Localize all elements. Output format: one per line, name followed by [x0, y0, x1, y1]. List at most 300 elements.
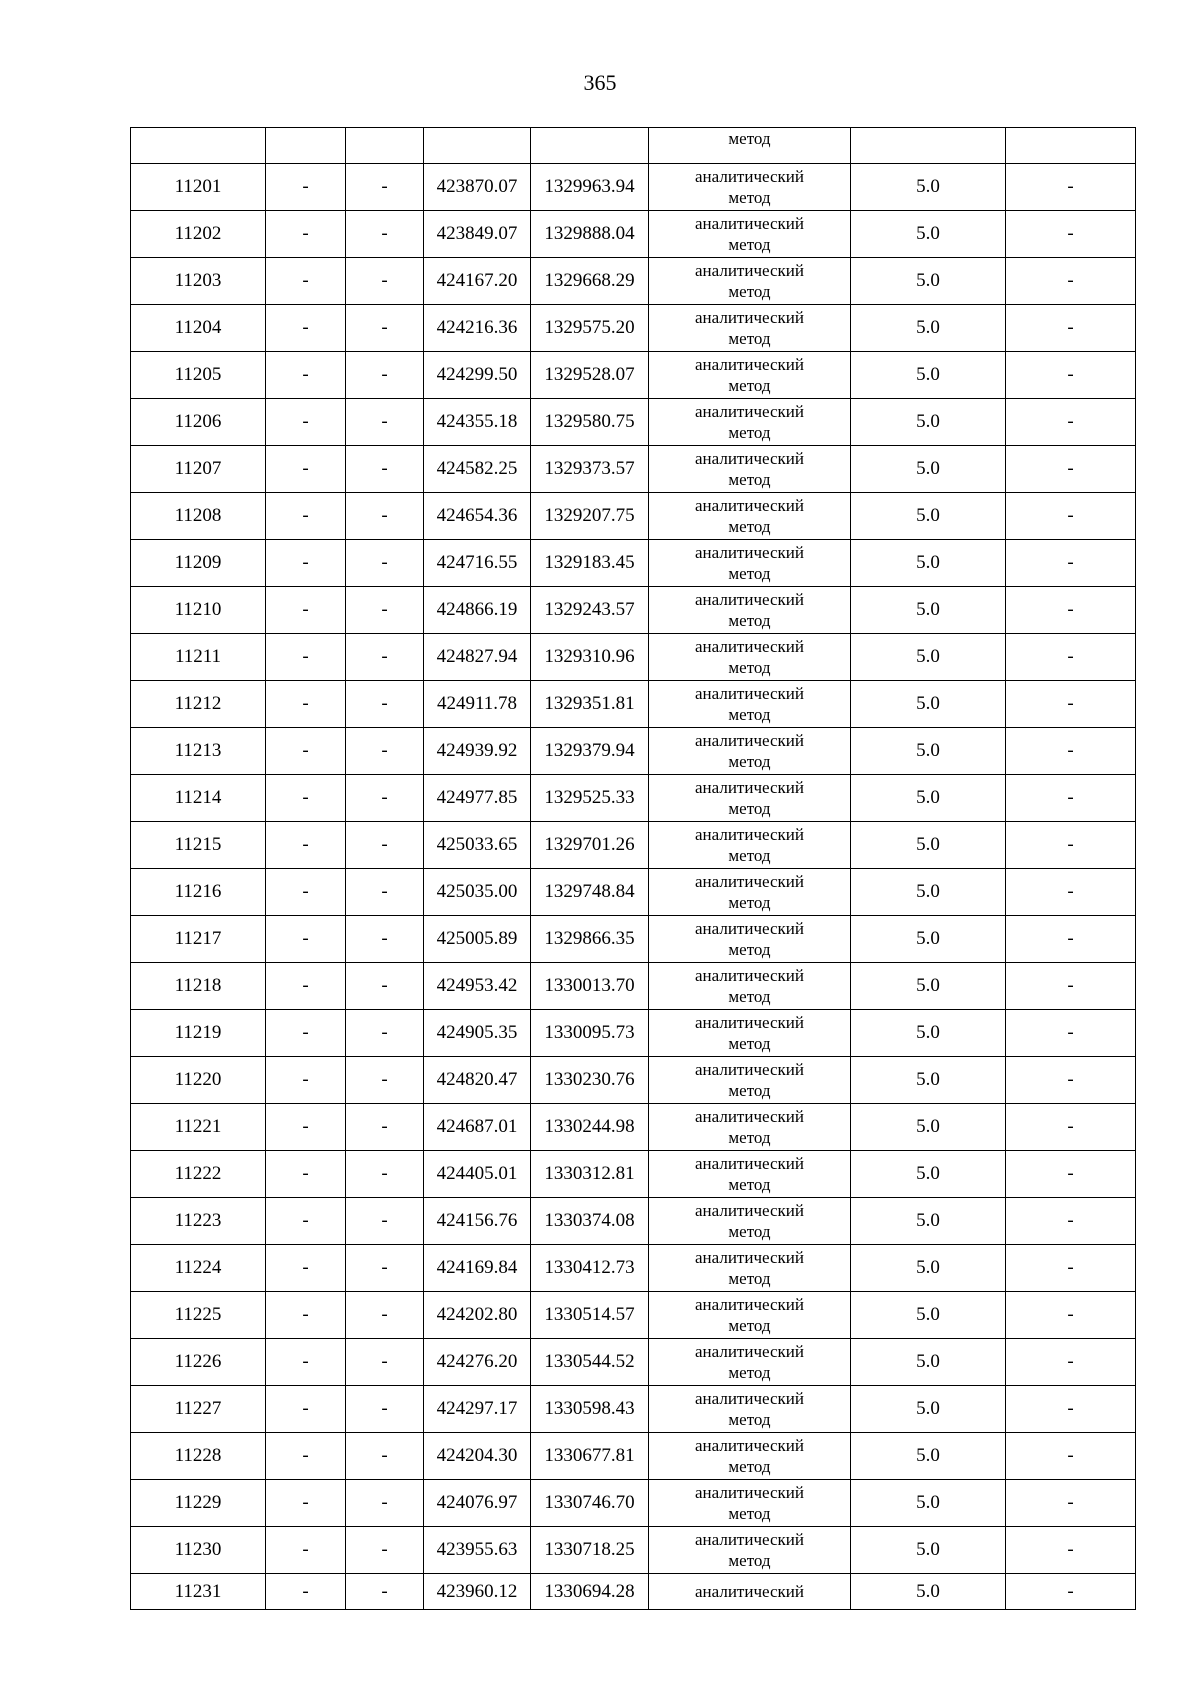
method-line-1: аналитический: [695, 1154, 804, 1173]
method-line-1: аналитический: [695, 1248, 804, 1267]
method-line-1: аналитический: [695, 496, 804, 515]
cell-c2: -: [266, 1339, 346, 1386]
cell-method: [649, 1198, 851, 1245]
cell-method: [649, 1010, 851, 1057]
cell-c3: -: [346, 352, 424, 399]
method-line-1: аналитический: [695, 449, 804, 468]
cell-num: [131, 128, 266, 164]
cell-note: -: [1006, 1292, 1136, 1339]
cell-num: 11210: [131, 587, 266, 634]
method-line-2: метод: [728, 799, 771, 818]
cell-note: -: [1006, 916, 1136, 963]
cell-num: 11231: [131, 1574, 266, 1610]
cell-y: 1329373.57: [531, 446, 649, 493]
method-line-1: аналитический: [695, 1060, 804, 1079]
cell-method: [649, 728, 851, 775]
cell-accuracy: 5.0: [851, 963, 1006, 1010]
cell-method: [649, 1339, 851, 1386]
cell-c3: -: [346, 1151, 424, 1198]
cell-num: 11202: [131, 211, 266, 258]
cell-y: 1329243.57: [531, 587, 649, 634]
cell-note: -: [1006, 869, 1136, 916]
method-line-1: аналитический: [695, 966, 804, 985]
cell-c3: -: [346, 164, 424, 211]
cell-c3: -: [346, 587, 424, 634]
cell-note: -: [1006, 164, 1136, 211]
cell-y: 1330718.25: [531, 1527, 649, 1574]
cell-accuracy: 5.0: [851, 258, 1006, 305]
cell-accuracy: 5.0: [851, 164, 1006, 211]
method-line-2: метод: [728, 1269, 771, 1288]
cell-x: 424905.35: [424, 1010, 531, 1057]
cell-accuracy: 5.0: [851, 1480, 1006, 1527]
method-line-2: метод: [728, 1222, 771, 1241]
cell-accuracy: 5.0: [851, 728, 1006, 775]
method-line-1: аналитический: [695, 872, 804, 891]
cell-method: [649, 164, 851, 211]
method-line-2: метод: [728, 940, 771, 959]
cell-method: метод: [649, 128, 851, 164]
cell-c2: [266, 128, 346, 164]
cell-x: 424167.20: [424, 258, 531, 305]
cell-method: [649, 446, 851, 493]
cell-accuracy: 5.0: [851, 1104, 1006, 1151]
cell-c3: -: [346, 681, 424, 728]
method-line-2: метод: [728, 1410, 771, 1429]
cell-note: -: [1006, 446, 1136, 493]
cell-c2: -: [266, 446, 346, 493]
cell-note: -: [1006, 963, 1136, 1010]
table-row: [131, 1010, 1136, 1057]
cell-y: 1330677.81: [531, 1433, 649, 1480]
cell-method: [649, 540, 851, 587]
table-row: [131, 305, 1136, 352]
cell-method: [649, 1057, 851, 1104]
cell-x: 424299.50: [424, 352, 531, 399]
table-row: [131, 634, 1136, 681]
table-row: [131, 963, 1136, 1010]
cell-num: 11214: [131, 775, 266, 822]
cell-method: [649, 822, 851, 869]
method-line-1: аналитический: [695, 684, 804, 703]
method-line-1: аналитический: [695, 1483, 804, 1502]
cell-y: 1330694.28: [531, 1574, 649, 1610]
cell-c3: -: [346, 446, 424, 493]
method-line-1: аналитический: [695, 1436, 804, 1455]
cell-c3: -: [346, 1386, 424, 1433]
cell-method: [649, 305, 851, 352]
method-line-2: метод: [728, 1457, 771, 1476]
table-row: [131, 399, 1136, 446]
cell-y: 1329580.75: [531, 399, 649, 446]
cell-c3: -: [346, 493, 424, 540]
cell-c2: -: [266, 681, 346, 728]
cell-y: 1329888.04: [531, 211, 649, 258]
cell-num: 11205: [131, 352, 266, 399]
table-row: [131, 1574, 1136, 1610]
cell-c3: -: [346, 728, 424, 775]
cell-accuracy: 5.0: [851, 1433, 1006, 1480]
cell-c3: -: [346, 540, 424, 587]
cell-y: 1330312.81: [531, 1151, 649, 1198]
cell-accuracy: 5.0: [851, 1292, 1006, 1339]
cell-method: [649, 211, 851, 258]
table-row: [131, 446, 1136, 493]
cell-accuracy: 5.0: [851, 493, 1006, 540]
cell-accuracy: 5.0: [851, 352, 1006, 399]
method-line-1: аналитический: [695, 355, 804, 374]
cell-x: 424216.36: [424, 305, 531, 352]
table-row: [131, 1151, 1136, 1198]
cell-method: [649, 399, 851, 446]
cell-x: 424911.78: [424, 681, 531, 728]
cell-x: 424827.94: [424, 634, 531, 681]
cell-method: [649, 1433, 851, 1480]
cell-method: [649, 1245, 851, 1292]
cell-method: [649, 681, 851, 728]
method-line-1: аналитический: [695, 1201, 804, 1220]
method-line-2: метод: [728, 1081, 771, 1100]
method-line-2: метод: [728, 470, 771, 489]
continued-row: [131, 128, 1136, 164]
cell-num: 11215: [131, 822, 266, 869]
cell-note: -: [1006, 587, 1136, 634]
cell-accuracy: 5.0: [851, 822, 1006, 869]
method-line-2: метод: [728, 705, 771, 724]
cell-y: 1330095.73: [531, 1010, 649, 1057]
table-row: [131, 916, 1136, 963]
cell-note: -: [1006, 681, 1136, 728]
cell-c3: -: [346, 775, 424, 822]
cell-num: 11213: [131, 728, 266, 775]
cell-accuracy: 5.0: [851, 446, 1006, 493]
cell-c2: -: [266, 728, 346, 775]
cell-c2: -: [266, 822, 346, 869]
cell-accuracy: 5.0: [851, 681, 1006, 728]
table-row: [131, 1104, 1136, 1151]
cell-c2: -: [266, 634, 346, 681]
cell-c2: -: [266, 1151, 346, 1198]
cell-x: 424582.25: [424, 446, 531, 493]
cell-x: 424953.42: [424, 963, 531, 1010]
cell-x: 425005.89: [424, 916, 531, 963]
cell-x: 424076.97: [424, 1480, 531, 1527]
cell-c2: -: [266, 869, 346, 916]
cell-note: -: [1006, 1574, 1136, 1610]
cell-method: [649, 352, 851, 399]
method-line-1: аналитический: [695, 1582, 804, 1601]
cell-method: [649, 963, 851, 1010]
method-line-1: аналитический: [695, 919, 804, 938]
cell-y: 1329207.75: [531, 493, 649, 540]
table-row: [131, 258, 1136, 305]
cell-c3: -: [346, 1198, 424, 1245]
cell-method: [649, 1292, 851, 1339]
cell-num: 11208: [131, 493, 266, 540]
cell-note: -: [1006, 352, 1136, 399]
cell-c2: -: [266, 1057, 346, 1104]
cell-c2: -: [266, 352, 346, 399]
table-row: [131, 775, 1136, 822]
cell-accuracy: 5.0: [851, 1151, 1006, 1198]
cell-y: 1330244.98: [531, 1104, 649, 1151]
cell-y: 1330544.52: [531, 1339, 649, 1386]
table-row: [131, 1057, 1136, 1104]
cell-y: 1329748.84: [531, 869, 649, 916]
cell-num: 11217: [131, 916, 266, 963]
method-line-1: аналитический: [695, 402, 804, 421]
cell-x: 425035.00: [424, 869, 531, 916]
cell-num: 11211: [131, 634, 266, 681]
cell-c2: -: [266, 1010, 346, 1057]
cell-accuracy: 5.0: [851, 1245, 1006, 1292]
method-line-2: метод: [728, 564, 771, 583]
cell-c2: -: [266, 775, 346, 822]
method-line-2: метод: [728, 752, 771, 771]
table-row: [131, 1386, 1136, 1433]
method-line-2: метод: [728, 329, 771, 348]
cell-c3: -: [346, 1480, 424, 1527]
cell-y: 1329351.81: [531, 681, 649, 728]
method-line-2: метод: [728, 1034, 771, 1053]
cell-c3: -: [346, 1292, 424, 1339]
cell-c3: -: [346, 1339, 424, 1386]
cell-num: 11230: [131, 1527, 266, 1574]
cell-num: 11219: [131, 1010, 266, 1057]
cell-accuracy: 5.0: [851, 587, 1006, 634]
cell-y: 1330374.08: [531, 1198, 649, 1245]
cell-accuracy: 5.0: [851, 1010, 1006, 1057]
cell-x: 425033.65: [424, 822, 531, 869]
cell-x: 424405.01: [424, 1151, 531, 1198]
cell-c3: -: [346, 211, 424, 258]
cell-num: 11204: [131, 305, 266, 352]
cell-accuracy: 5.0: [851, 211, 1006, 258]
cell-c2: -: [266, 540, 346, 587]
cell-note: -: [1006, 399, 1136, 446]
method-line-1: аналитический: [695, 637, 804, 656]
cell-x: 423870.07: [424, 164, 531, 211]
method-line-1: аналитический: [695, 1389, 804, 1408]
cell-c2: -: [266, 1386, 346, 1433]
cell-c3: -: [346, 399, 424, 446]
cell-note: -: [1006, 1151, 1136, 1198]
cell-y: 1330746.70: [531, 1480, 649, 1527]
cell-num: 11221: [131, 1104, 266, 1151]
coordinates-table: [130, 127, 1136, 1610]
method-line-2: метод: [728, 1363, 771, 1382]
method-line-1: аналитический: [695, 1342, 804, 1361]
cell-x: 424202.80: [424, 1292, 531, 1339]
cell-c2: -: [266, 164, 346, 211]
cell-note: -: [1006, 1386, 1136, 1433]
cell-c2: -: [266, 1574, 346, 1610]
cell-method: [649, 1104, 851, 1151]
cell-c3: -: [346, 305, 424, 352]
cell-c2: -: [266, 1292, 346, 1339]
cell-y: 1329183.45: [531, 540, 649, 587]
cell-num: 11212: [131, 681, 266, 728]
method-line-1: аналитический: [695, 1295, 804, 1314]
cell-note: -: [1006, 540, 1136, 587]
cell-note: -: [1006, 775, 1136, 822]
table-row: [131, 540, 1136, 587]
cell-y: 1329379.94: [531, 728, 649, 775]
method-line-2: метод: [728, 423, 771, 442]
cell-method: [649, 587, 851, 634]
cell-x: [424, 128, 531, 164]
method-line-2: метод: [728, 893, 771, 912]
cell-x: 424866.19: [424, 587, 531, 634]
cell-num: 11222: [131, 1151, 266, 1198]
cell-c3: -: [346, 1527, 424, 1574]
method-line-2: метод: [728, 188, 771, 207]
cell-y: 1329525.33: [531, 775, 649, 822]
cell-accuracy: 5.0: [851, 634, 1006, 681]
cell-c3: -: [346, 1057, 424, 1104]
cell-method: [649, 1574, 851, 1610]
cell-c3: -: [346, 1104, 424, 1151]
cell-x: 423849.07: [424, 211, 531, 258]
method-line-2: метод: [728, 235, 771, 254]
method-line-1: аналитический: [695, 308, 804, 327]
cell-c2: -: [266, 1480, 346, 1527]
cell-c2: -: [266, 305, 346, 352]
cell-c2: -: [266, 1527, 346, 1574]
cell-c3: -: [346, 1010, 424, 1057]
method-line-2: метод: [728, 846, 771, 865]
cell-c3: [346, 128, 424, 164]
table-row: [131, 1527, 1136, 1574]
cell-y: 1329310.96: [531, 634, 649, 681]
cell-y: 1329866.35: [531, 916, 649, 963]
cell-method: [649, 869, 851, 916]
method-line-1: аналитический: [695, 1530, 804, 1549]
cell-y: 1329668.29: [531, 258, 649, 305]
method-line-1: аналитический: [695, 1107, 804, 1126]
cell-method: [649, 775, 851, 822]
cell-method: [649, 1480, 851, 1527]
cell-y: 1329528.07: [531, 352, 649, 399]
method-line-1: аналитический: [695, 825, 804, 844]
cell-accuracy: 5.0: [851, 1198, 1006, 1245]
cell-accuracy: 5.0: [851, 540, 1006, 587]
cell-x: 424276.20: [424, 1339, 531, 1386]
cell-x: 423955.63: [424, 1527, 531, 1574]
cell-method: [649, 258, 851, 305]
table-row: [131, 1480, 1136, 1527]
cell-x: 424297.17: [424, 1386, 531, 1433]
cell-accuracy: 5.0: [851, 305, 1006, 352]
table-row: [131, 493, 1136, 540]
method-line-2: метод: [728, 282, 771, 301]
table-row: [131, 869, 1136, 916]
cell-x: 424716.55: [424, 540, 531, 587]
cell-num: 11216: [131, 869, 266, 916]
cell-num: 11209: [131, 540, 266, 587]
cell-note: -: [1006, 728, 1136, 775]
cell-note: -: [1006, 1010, 1136, 1057]
cell-y: 1330514.57: [531, 1292, 649, 1339]
table-row: [131, 681, 1136, 728]
method-line-1: аналитический: [695, 778, 804, 797]
table-row: [131, 587, 1136, 634]
cell-c2: -: [266, 211, 346, 258]
method-line-2: метод: [728, 1128, 771, 1147]
cell-note: -: [1006, 1245, 1136, 1292]
cell-note: -: [1006, 1527, 1136, 1574]
cell-note: -: [1006, 493, 1136, 540]
cell-method: [649, 634, 851, 681]
cell-y: 1329701.26: [531, 822, 649, 869]
cell-accuracy: [851, 128, 1006, 164]
cell-accuracy: 5.0: [851, 1339, 1006, 1386]
method-line-2: метод: [728, 987, 771, 1006]
cell-num: 11225: [131, 1292, 266, 1339]
cell-c2: -: [266, 1104, 346, 1151]
cell-c3: -: [346, 822, 424, 869]
cell-x: 424355.18: [424, 399, 531, 446]
method-line-2: метод: [728, 1551, 771, 1570]
cell-accuracy: 5.0: [851, 775, 1006, 822]
cell-y: 1329963.94: [531, 164, 649, 211]
cell-num: 11203: [131, 258, 266, 305]
cell-x: 424204.30: [424, 1433, 531, 1480]
method-line-2: метод: [728, 1175, 771, 1194]
table-row: [131, 1245, 1136, 1292]
cell-accuracy: 5.0: [851, 869, 1006, 916]
cell-accuracy: 5.0: [851, 1527, 1006, 1574]
cell-method: [649, 1151, 851, 1198]
cell-y: 1330013.70: [531, 963, 649, 1010]
cell-x: 424820.47: [424, 1057, 531, 1104]
cell-num: 11220: [131, 1057, 266, 1104]
cell-method: [649, 916, 851, 963]
cell-y: 1330412.73: [531, 1245, 649, 1292]
cell-method: [649, 493, 851, 540]
method-line-2: метод: [728, 1504, 771, 1523]
cell-accuracy: 5.0: [851, 1574, 1006, 1610]
method-line-1: аналитический: [695, 590, 804, 609]
cell-y: 1330598.43: [531, 1386, 649, 1433]
method-line-1: аналитический: [695, 261, 804, 280]
cell-c3: -: [346, 1245, 424, 1292]
cell-note: [1006, 128, 1136, 164]
cell-note: -: [1006, 305, 1136, 352]
cell-note: -: [1006, 822, 1136, 869]
cell-c2: -: [266, 1433, 346, 1480]
method-line-2: метод: [728, 611, 771, 630]
cell-c3: -: [346, 634, 424, 681]
cell-num: 11218: [131, 963, 266, 1010]
cell-c2: -: [266, 1198, 346, 1245]
cell-method: [649, 1386, 851, 1433]
cell-note: -: [1006, 1104, 1136, 1151]
page-number: 365: [583, 70, 617, 95]
cell-note: -: [1006, 1433, 1136, 1480]
cell-x: 424654.36: [424, 493, 531, 540]
method-line-1: аналитический: [695, 543, 804, 562]
cell-c2: -: [266, 493, 346, 540]
cell-x: 424156.76: [424, 1198, 531, 1245]
cell-accuracy: 5.0: [851, 399, 1006, 446]
cell-c3: -: [346, 963, 424, 1010]
cell-c3: -: [346, 258, 424, 305]
cell-accuracy: 5.0: [851, 916, 1006, 963]
table-row: [131, 164, 1136, 211]
cell-c2: -: [266, 587, 346, 634]
cell-note: -: [1006, 1057, 1136, 1104]
